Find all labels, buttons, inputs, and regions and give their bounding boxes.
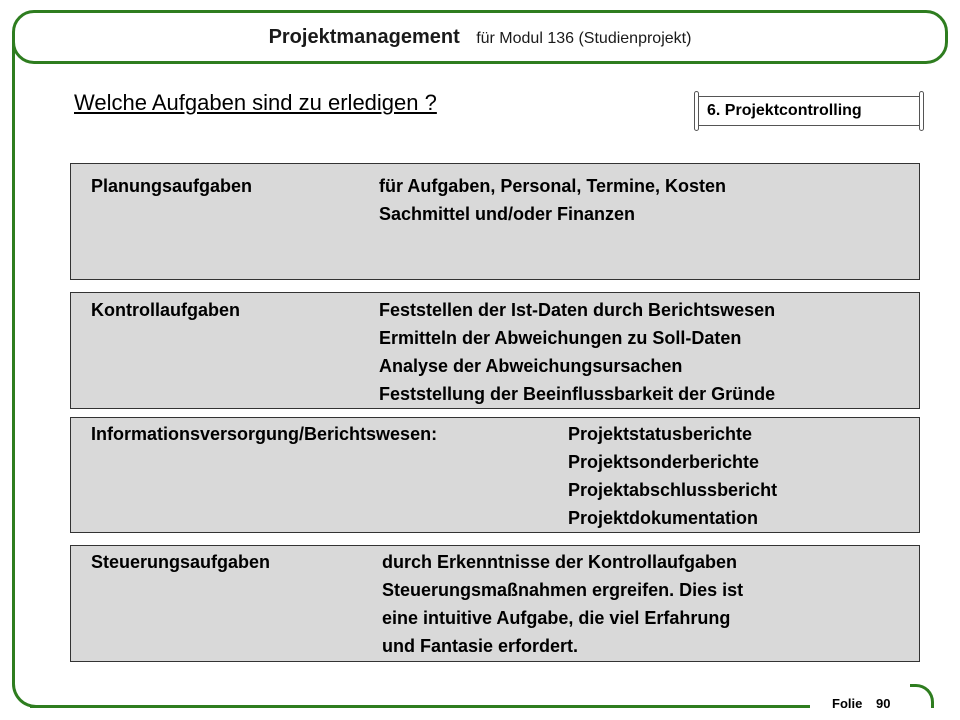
box-line: eine intuitive Aufgabe, die viel Erfahrung — [382, 608, 731, 628]
box-line: und Fantasie erfordert. — [382, 636, 579, 656]
steering-tasks-box — [70, 545, 920, 662]
reporting-box — [70, 417, 920, 533]
slide-subtitle: für Modul 136 (Studienprojekt) — [476, 30, 692, 47]
box-label: Informationsversorgung/Berichtswesen: — [91, 424, 438, 444]
bottom-frame-line — [30, 705, 810, 708]
box-line: für Aufgaben, Personal, Termine, Kosten — [379, 176, 727, 196]
slide-header — [0, 26, 960, 49]
box-line: Feststellung der Beeinflussbarkeit der Gründe — [379, 384, 776, 404]
box-line: Feststellen der Ist-Daten durch Berichtswesen — [379, 300, 776, 320]
question-heading: Welche Aufgaben sind zu erledigen ? — [74, 90, 437, 115]
box-label: Steuerungsaufgaben — [91, 552, 271, 572]
slide-number-label: Folie — [832, 696, 863, 711]
box-line: Projektsonderberichte — [568, 452, 760, 472]
box-label: Planungsaufgaben — [91, 176, 253, 196]
box-line: Projektstatusberichte — [568, 424, 753, 444]
slide-number — [832, 696, 890, 711]
box-label: Kontrollaufgaben — [91, 300, 240, 320]
box-line: Analyse der Abweichungsursachen — [379, 356, 683, 376]
control-tasks-box — [70, 292, 920, 409]
box-line: Ermitteln der Abweichungen zu Soll-Daten — [379, 328, 742, 348]
left-frame-line — [12, 40, 36, 708]
box-line: Steuerungsmaßnahmen ergreifen. Dies ist — [382, 580, 744, 600]
box-line: durch Erkenntnisse der Kontrollaufgaben — [382, 552, 738, 572]
box-line: Sachmittel und/oder Finanzen — [379, 204, 636, 224]
bottom-right-hook — [910, 684, 934, 708]
slide-number-value: 90 — [875, 696, 891, 711]
section-scroll-label: 6. Projektcontrolling — [698, 96, 920, 126]
planning-tasks-box — [70, 163, 920, 280]
box-line: Projektabschlussbericht — [568, 480, 778, 500]
slide-title: Projektmanagement — [268, 26, 460, 48]
box-line: Projektdokumentation — [568, 508, 759, 528]
